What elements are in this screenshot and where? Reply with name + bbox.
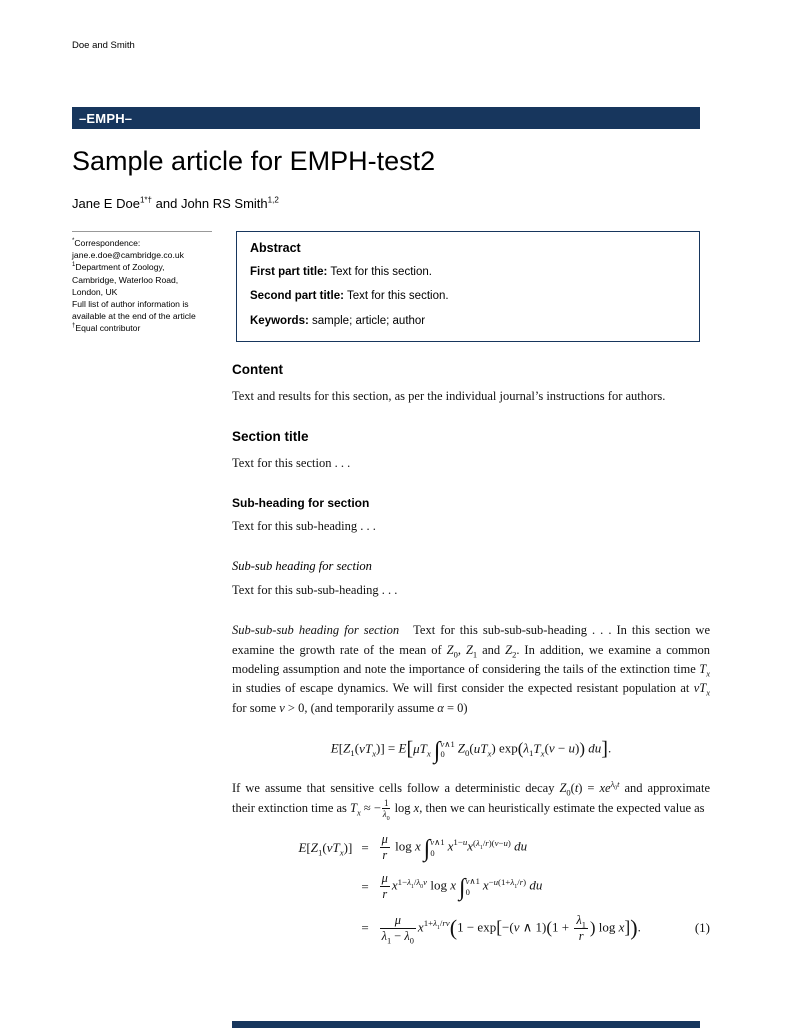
aligned-equation-group xyxy=(232,833,710,945)
paragraph-sub-sub-heading: Text for this sub-sub-heading . . . xyxy=(232,582,398,597)
article-title: Sample article for EMPH-test2 xyxy=(72,146,436,176)
equals-sign: = xyxy=(361,839,369,855)
equals-sign: = xyxy=(361,919,369,935)
abstract-keywords-text: sample; article; author xyxy=(312,314,426,327)
abstract-item-keywords xyxy=(250,313,686,330)
equation-number: (1) xyxy=(694,919,710,935)
sub-sub-heading: Sub-sub heading for section xyxy=(232,558,372,573)
abstract-item-first-label: First part title: xyxy=(250,266,328,278)
sub-sub-sub-heading: Sub-sub-sub heading for section xyxy=(232,623,400,638)
paragraph-section: Text for this section . . . xyxy=(232,456,351,471)
journal-banner-label: –EMPH– xyxy=(79,110,133,126)
abstract-item-first-text: Text for this section. xyxy=(330,266,432,278)
paragraph-content: Text and results for this section, as per the individual journal’s instructions for authors. xyxy=(232,388,666,403)
running-head: Doe and Smith xyxy=(72,40,135,51)
section-heading-title: Section title xyxy=(232,429,309,445)
paragraph-sub-sub-sub xyxy=(232,621,710,718)
equation-line-1 xyxy=(232,833,710,863)
equation-lhs: $E[Z_1(vT_x)]$ xyxy=(298,839,353,858)
abstract-keywords-label: Keywords: xyxy=(250,314,309,327)
abstract-item-second xyxy=(250,288,686,305)
abstract-box xyxy=(236,231,700,342)
article-body xyxy=(232,360,710,954)
sub-heading: Sub-heading for section xyxy=(232,495,370,510)
abstract-item-first xyxy=(250,264,686,281)
paragraph-sub-heading: Text for this sub-heading . . . xyxy=(232,519,376,534)
abstract-item-second-label: Second part title: xyxy=(250,290,344,303)
equation-line-3 xyxy=(232,911,710,945)
equation-rhs: $\frac{\mu}{r}$ $x^{1-\lambda_1/\lambda_0v}$ log x ∫ v∧1 0 $x^{-u(1+\lambda_1/r)}$ du xyxy=(381,871,543,902)
abstract-item-second-text: Text for this section. xyxy=(346,290,449,303)
paragraph-decay: If we assume that sensitive cells follow a deterministic decay $Z_0(t) = xe^{\lambda_0t}$ and approximate their extinction time as $T_x$ ≈ − $\frac{1}{\lambda_0}$ log x, then we can heuristically estimate the expected value as xyxy=(232,779,711,822)
equation-line-2 xyxy=(232,872,710,902)
journal-banner xyxy=(72,107,700,129)
section-heading-content: Content xyxy=(232,362,283,377)
bottom-rule-bar xyxy=(232,1021,700,1028)
abstract-heading: Abstract xyxy=(250,241,301,255)
correspondence-note: *Correspondence: jane.e.doe@cambridge.co.uk $^1$Department of Zoology, Cambridge, Waterloo Road, London, UK Full list of author information is available at the end of the article †Equal contributor xyxy=(72,231,212,335)
author-line: Jane E Doe$^{1*\dagger}$ and John RS Smith$^{1,2}$ xyxy=(72,195,279,211)
equals-sign: = xyxy=(361,878,369,894)
display-equation: $E[Z_1(vT_x)] = E[\mu T_x$ ∫ v∧1 0 $Z_0(uT_x) \exp(\lambda_1T_x(v - u))$ du]. xyxy=(330,738,612,765)
equation-rhs: $\frac{\mu}{\lambda_1 - \lambda_0}$ $x^{1+\lambda_1/rv}(1 - \exp[-(v$ ∧ 1)(1 + $\frac{\lambda_1}{r}$ ) log x]). xyxy=(381,912,641,946)
equation-rhs: $\frac{\mu}{r}$ log x ∫ v∧1 0 $x^{1-u}x^{(\lambda_1/r)(v-u)}$ du xyxy=(381,832,528,863)
paragraph-sub-sub-sub-text: Text for this sub-sub-sub-heading . . . In this section we examine the growth rate of the mean of $Z_0$, $Z_1$ and $Z_2$. In addition, we examine a common modeling assumption and note the importance of considering the tails of the extinction time $T_x$ in studies of escape dynamics. We will first consider the expected resistant population at $vT_x$ for some v > 0, (and temporarily assume α = 0) xyxy=(232,623,710,715)
